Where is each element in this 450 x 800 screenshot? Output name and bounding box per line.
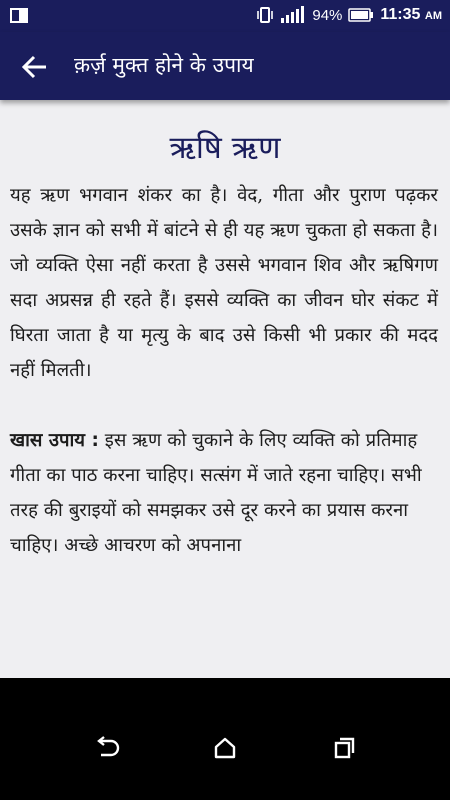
article-paragraph-2 [0,423,450,563]
app-bar [0,32,450,100]
clock-time: 11:35 [380,6,421,23]
recents-nav-icon[interactable] [330,733,360,763]
vibrate-icon [256,6,274,24]
screen-mirror-icon [10,7,30,25]
remedy-text: इस ऋण को चुकाने के लिए व्यक्ति को प्रतिमाह गीता का पाठ करना चाहिए। सत्संग में जाते रहना चाहिए। सभी तरह की बुराइयों को समझकर उसे दूर करने का प्रयास करना चाहिए। अच्छे आचरण को अपनाना [10,430,422,556]
article-paragraph-1: यह ऋण भगवान शंकर का है। वेद, गीता और पुराण पढ़कर उसके ज्ञान को सभी में बांटने से ही यह ऋण चुकता हो सकता है। जो व्यक्ति ऐसा नहीं करता है उससे भगवान शिव और ऋषिगण सदा अप्रसन्न ही रहते हैं। इससे व्यक्ति का जीवन घोर संकट में घिरता जाता है या मृत्यु के बाद उसे किसी भी प्रकार की मदद नहीं मिलती। [10,185,438,381]
battery-icon [348,8,374,22]
article-heading: ऋषि ऋण [169,130,281,166]
app-title: क़र्ज़ मुक्त होने के उपाय [74,53,254,77]
navigation-bar [0,678,450,800]
status-right [256,6,442,24]
back-nav-icon[interactable] [92,733,122,763]
home-nav-icon[interactable] [210,733,240,763]
status-bar [0,0,450,32]
battery-percent: 94% [312,6,343,24]
clock-ampm: AM [424,10,442,22]
remedy-label: खास उपाय : [10,430,99,451]
signal-icon [280,6,306,24]
article-content[interactable] [0,100,450,678]
arrow-back-icon[interactable] [18,50,52,84]
clock [380,6,442,24]
